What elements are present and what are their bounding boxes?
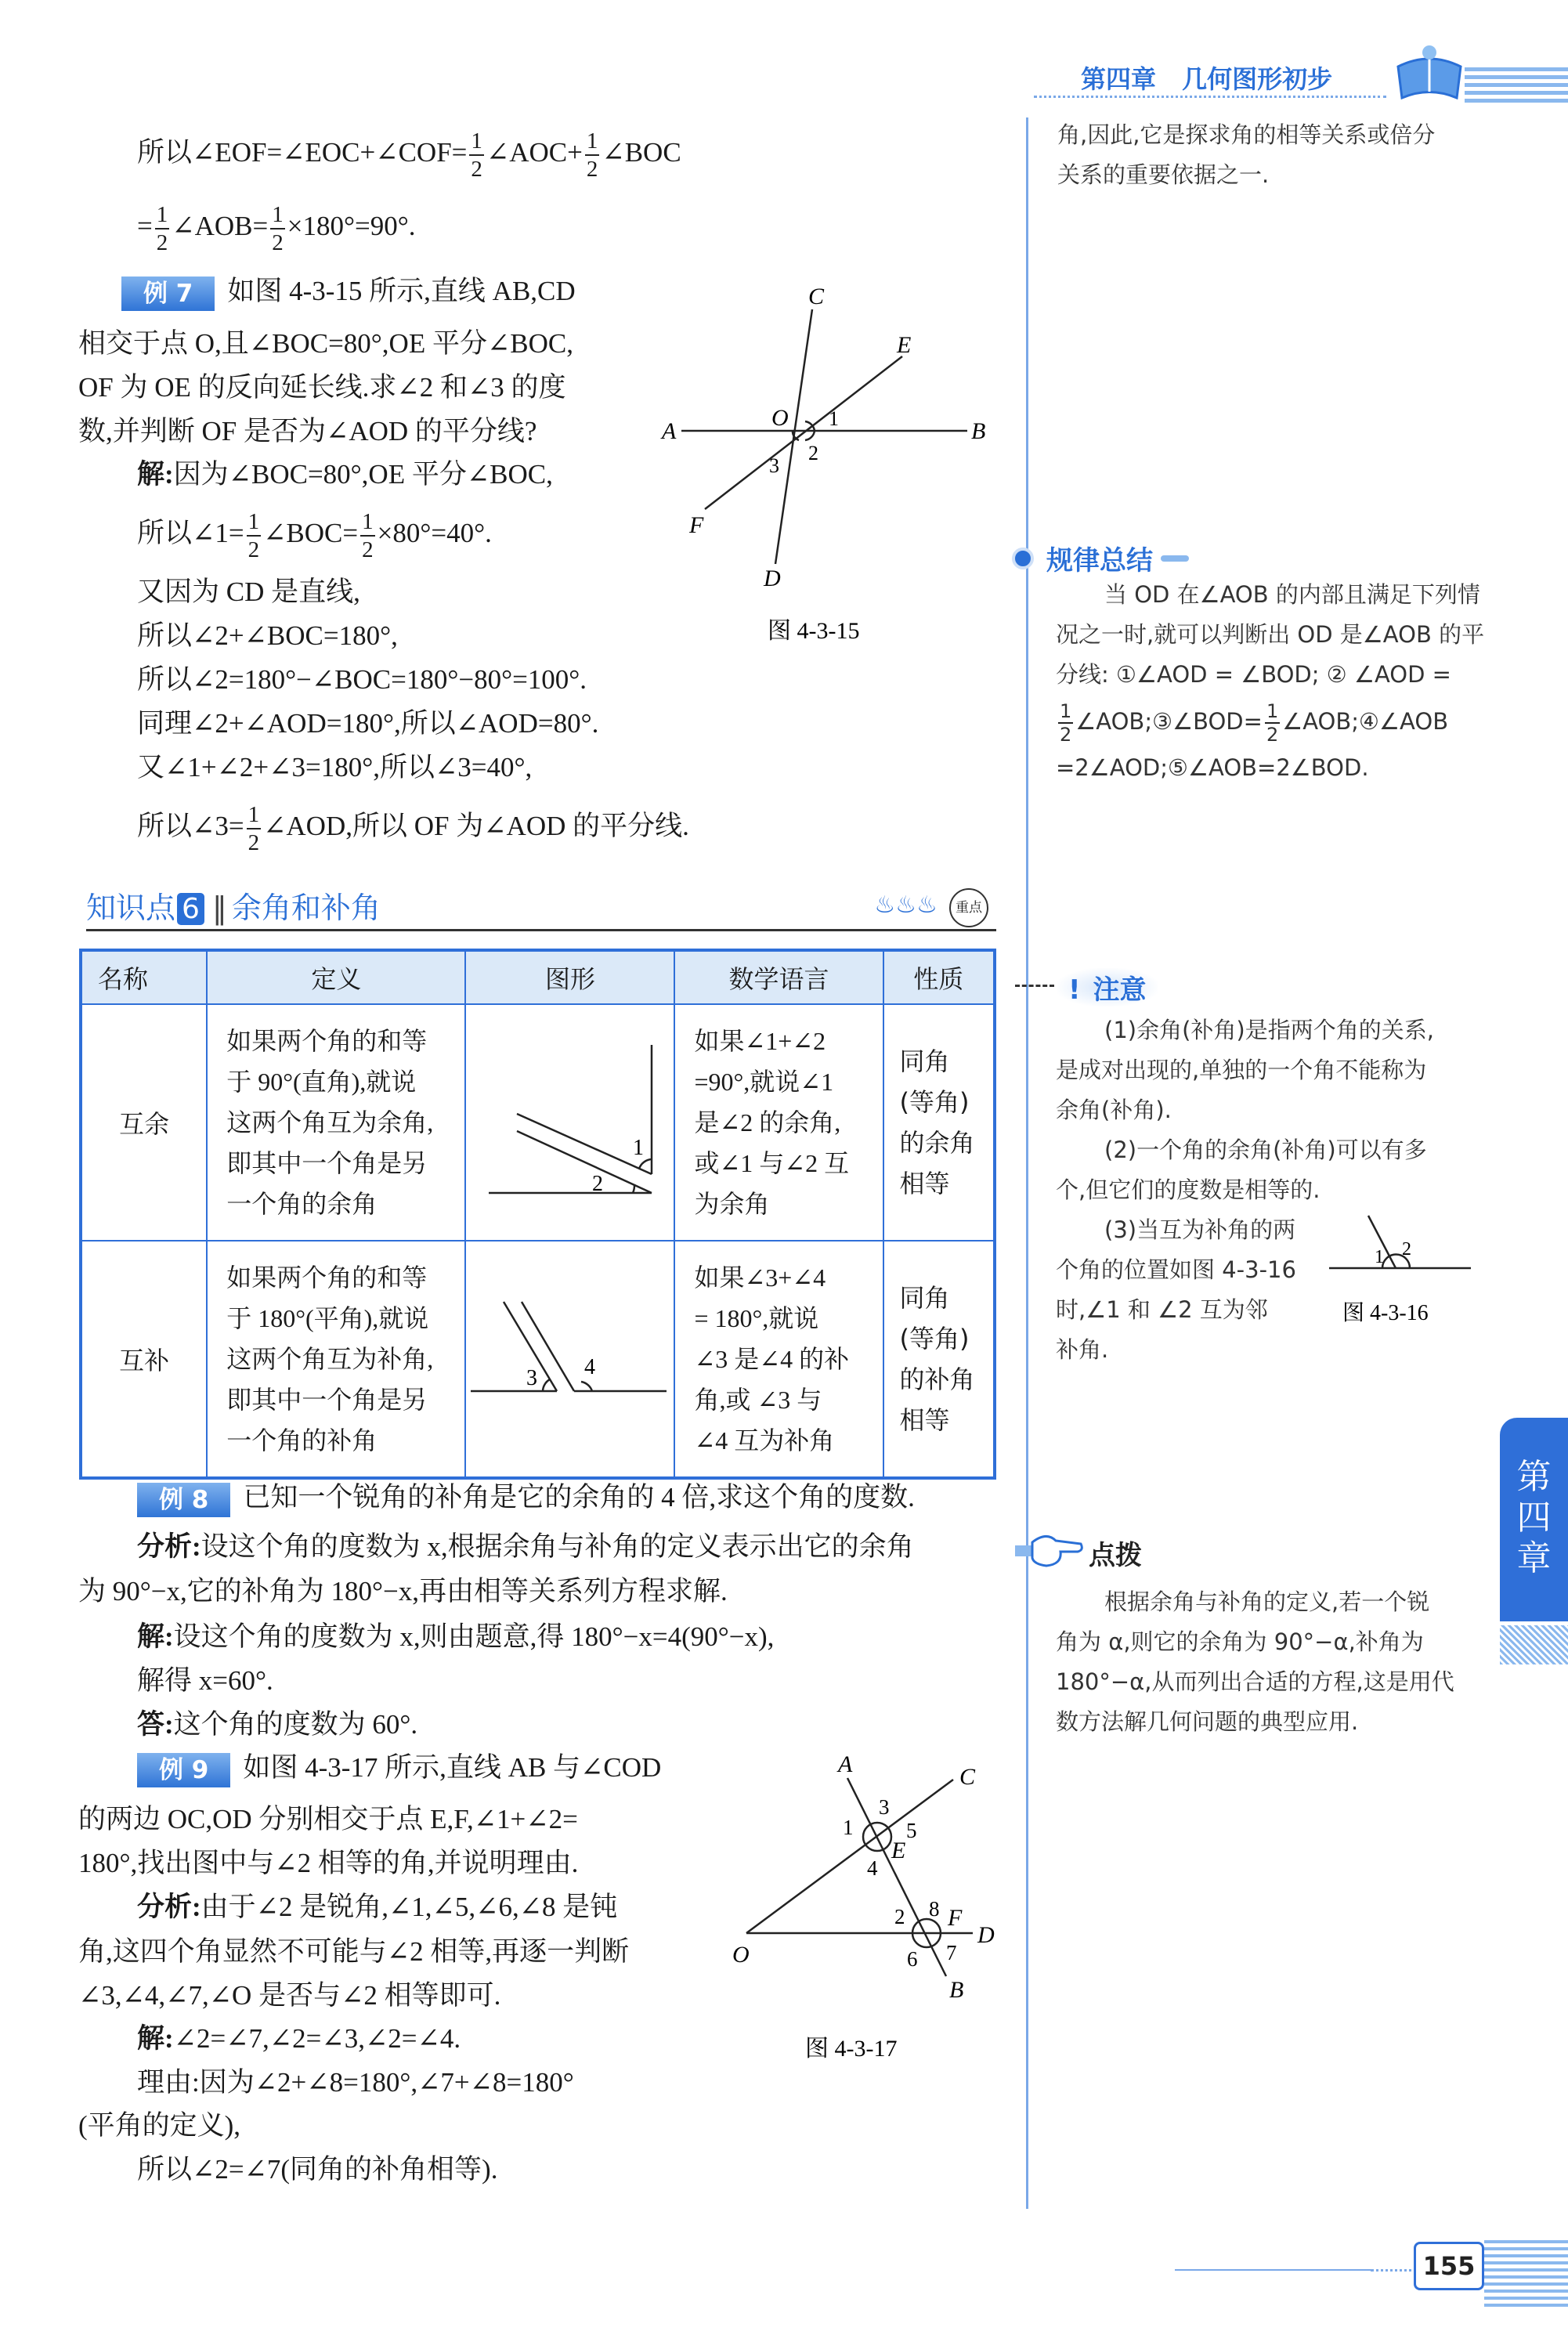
- text-line: [137, 1525, 914, 1569]
- angle-1-label: 1: [843, 1816, 854, 1839]
- knowledge-prefix: 知识点: [86, 891, 176, 925]
- text-segment: 为 90°−x,它的补角为 180°−x,再由相等关系列方程求解.: [78, 1576, 728, 1607]
- angle-1-label: 1: [633, 1136, 645, 1160]
- text-segment: 所以∠2=∠7(同角的补角相等).: [137, 2154, 498, 2185]
- numerator: 1: [360, 508, 375, 537]
- row-property: [883, 1241, 995, 1478]
- angle-8-label: 8: [929, 1897, 940, 1921]
- angle-1-label: 1: [1375, 1247, 1384, 1267]
- math-line: =90°,就说∠1: [694, 1068, 834, 1096]
- property-line: (等角): [899, 1324, 970, 1354]
- text-line: [137, 2148, 497, 2192]
- text-segment: ∠AOB;③∠BOD=: [1075, 708, 1263, 735]
- text-line: [137, 1885, 617, 1929]
- denominator: 2: [247, 829, 260, 855]
- text-segment: ∠AOB;④∠AOB: [1282, 708, 1449, 735]
- example-8-solution: [137, 1615, 774, 1747]
- text-segment: 设这个角的度数为 x,则由题意,得 180°−x=4(90°−x),: [173, 1621, 775, 1652]
- property-line: (等角): [899, 1087, 970, 1117]
- text-segment: 理由:因为∠2+∠8=180°,∠7+∠8=180°: [137, 2067, 574, 2098]
- figure-caption: 图 4-3-16: [1342, 1301, 1429, 1324]
- text-segment: 关系的重要依据之一.: [1057, 161, 1270, 188]
- knowledge-number: 6: [177, 893, 204, 925]
- note-heading: [1057, 968, 1158, 1007]
- pointing-hand-icon: [1015, 1531, 1086, 1574]
- label-c: C: [959, 1764, 976, 1790]
- label-b: B: [971, 418, 986, 444]
- text-line: [1057, 115, 1435, 155]
- text-segment: =2∠AOD;⑤∠AOB=2∠BOD.: [1056, 754, 1369, 781]
- math-line: 是∠2 的余角,: [694, 1108, 841, 1137]
- label-e: E: [891, 1838, 906, 1863]
- header-figure: 图形: [465, 950, 674, 1004]
- example-7-label: 例 7: [121, 276, 215, 311]
- fraction: [247, 801, 262, 856]
- figure-4-3-15: [658, 274, 1003, 642]
- text-segment: 又因为 CD 是直线,: [137, 576, 360, 607]
- angle-7-label: 7: [946, 1941, 957, 1964]
- text-line: [1056, 1622, 1454, 1662]
- numerator: 1: [247, 508, 262, 537]
- math-line: 或∠1 与∠2 互: [694, 1149, 850, 1177]
- fraction: [1058, 700, 1073, 746]
- text-line: [137, 497, 689, 570]
- text-segment: 又∠1+∠2+∠3=180°,所以∠3=40°,: [137, 752, 533, 782]
- text-segment: 数方法解几何问题的典型应用.: [1056, 1708, 1359, 1735]
- note-p3: [1104, 1210, 1295, 1250]
- angle-5-label: 5: [906, 1819, 917, 1842]
- angle-3-label: 3: [769, 454, 779, 477]
- text-segment: 所以∠2=180°−∠BOC=180°−80°=100°.: [137, 664, 587, 695]
- angle-2-label: 2: [592, 1172, 604, 1196]
- note-p2-cont: [1056, 1170, 1320, 1210]
- fraction: [247, 508, 262, 563]
- text-segment: ∠AOB=: [172, 211, 269, 241]
- text-segment: (2)一个角的余角(补角)可以有多: [1104, 1137, 1427, 1163]
- text-segment: ×80°=40°.: [377, 518, 492, 548]
- text-segment: 所以∠2+∠BOC=180°,: [137, 620, 398, 651]
- text-line: [78, 1930, 629, 1974]
- rule-summary-first: [1104, 575, 1480, 615]
- text-line: [137, 116, 681, 190]
- concept-table: [79, 949, 996, 1480]
- label-e: E: [897, 332, 912, 358]
- text-segment: (1)余角(补角)是指两个角的关系,: [1104, 1017, 1434, 1043]
- text-segment: 余角(补角).: [1056, 1097, 1172, 1123]
- header-stripes: [1465, 67, 1568, 107]
- note-p3-cont: [1056, 1250, 1296, 1370]
- chapter-side-tab[interactable]: [1500, 1418, 1568, 1621]
- text-segment: 角,因此,它是探求角的相等关系或倍分: [1057, 121, 1436, 148]
- text-segment: ∠AOD,所以 OF 为∠AOD 的平分线.: [263, 811, 689, 841]
- property-line: 相等: [899, 1405, 950, 1435]
- footer-rule: [1175, 2269, 1371, 2271]
- property-line: 同角: [899, 1283, 950, 1313]
- example-8-first-line: 已知一个锐角的补角是它的余角的 4 倍,求这个角的度数.: [243, 1482, 915, 1513]
- table-header-row: [81, 950, 995, 1004]
- tip-body: [1056, 1622, 1454, 1742]
- header-math-language: 数学语言: [674, 950, 883, 1004]
- tab-char: 第: [1516, 1457, 1552, 1497]
- target-icon: [1012, 548, 1034, 569]
- text-line: [78, 322, 573, 366]
- text-segment: 同理∠2+∠AOD=180°,所以∠AOD=80°.: [137, 708, 599, 739]
- text-line: [78, 410, 573, 454]
- example-9-solution-end: [137, 2148, 497, 2192]
- knowledge-point-header: [86, 884, 996, 931]
- row-math-language: [674, 1004, 883, 1241]
- row-definition: [207, 1241, 465, 1478]
- note-p1-cont: [1056, 1050, 1426, 1130]
- numerator: 1: [469, 128, 484, 156]
- example-9-solution-cont: [78, 2104, 240, 2148]
- text-segment: 所以∠3=: [137, 811, 244, 841]
- definition-line: 如果两个角的和等: [226, 1027, 428, 1055]
- text-line: [78, 1798, 578, 1841]
- text-line: [137, 1659, 774, 1703]
- definition-line: 于 180°(平角),就说: [226, 1304, 429, 1332]
- text-line: [1056, 1170, 1320, 1210]
- denominator: 2: [362, 537, 374, 562]
- line-ef: [705, 356, 902, 509]
- bold-prefix: 答:: [137, 1709, 174, 1740]
- rule-summary-heading: [1012, 539, 1189, 577]
- angle-2-label: 2: [894, 1905, 905, 1928]
- definition-line: 于 90°(直角),就说: [226, 1068, 417, 1096]
- fraction: [1265, 700, 1280, 746]
- fraction: [155, 201, 170, 256]
- text-segment: 相交于点 O,且∠BOC=80°,OE 平分∠BOC,: [78, 328, 574, 359]
- denominator: 2: [1266, 724, 1279, 746]
- page-number: 155: [1414, 2242, 1484, 2290]
- angle-2-label: 2: [1402, 1239, 1411, 1260]
- decor-bar: [1161, 555, 1189, 562]
- figure-caption: 图 4-3-15: [768, 618, 860, 642]
- numerator: 1: [1060, 700, 1072, 722]
- text-line: [137, 570, 689, 614]
- text-line: [1056, 1662, 1454, 1702]
- text-line: [1056, 1250, 1296, 1290]
- text-line: [1056, 615, 1484, 655]
- fraction: [469, 128, 484, 183]
- tab-char: 章: [1516, 1538, 1552, 1578]
- figure-4-3-17: [728, 1739, 1018, 2068]
- text-segment: 的两边 OC,OD 分别相交于点 E,F,∠1+∠2=: [78, 1804, 578, 1834]
- example-9-analysis: [137, 1885, 617, 1929]
- text-line: [1104, 1130, 1427, 1170]
- example-9-analysis-cont: [78, 1930, 629, 2018]
- label-f: F: [948, 1905, 963, 1931]
- text-segment: 个角的位置如图 4-3-16: [1056, 1256, 1296, 1283]
- text-segment: (3)当互为补角的两: [1104, 1216, 1296, 1243]
- text-segment: ∠BOC=: [263, 518, 359, 548]
- text-line: [78, 1570, 728, 1614]
- text-segment: ∠3,∠4,∠7,∠O 是否与∠2 相等即可.: [78, 1980, 501, 2011]
- header-dotted-rule: [1034, 96, 1386, 98]
- example-8-analysis-cont: [78, 1570, 728, 1614]
- row-math-language: [674, 1241, 883, 1478]
- figure-4-3-16: [1324, 1206, 1480, 1324]
- example-9-heading: [137, 1746, 661, 1790]
- tab-char: 四: [1516, 1498, 1552, 1538]
- denominator: 2: [156, 230, 168, 255]
- row-figure: [465, 1241, 674, 1478]
- rule-summary-title: 规律总结: [1046, 545, 1153, 576]
- numerator: 1: [155, 201, 170, 230]
- note-p2: [1104, 1130, 1427, 1170]
- property-line: 相等: [899, 1169, 950, 1198]
- text-line: [1056, 748, 1484, 788]
- angle-6-label: 6: [907, 1947, 918, 1971]
- header-property: 性质: [883, 950, 995, 1004]
- text-line: [1056, 695, 1484, 748]
- text-segment: 角为 α,则它的余角为 90°−α,补角为: [1056, 1628, 1424, 1655]
- text-segment: (平角的定义),: [78, 2110, 241, 2141]
- math-line: 如果∠1+∠2: [694, 1027, 826, 1055]
- math-line: ∠4 互为补角: [694, 1426, 835, 1455]
- property-line: 同角: [899, 1046, 950, 1076]
- angle-3-label: 3: [526, 1366, 538, 1390]
- definition-line: 一个角的余角: [226, 1190, 378, 1218]
- label-d: D: [977, 1922, 995, 1948]
- example-7-problem: [78, 322, 573, 454]
- row-figure: [465, 1004, 674, 1241]
- angle-4-label: 4: [584, 1355, 596, 1379]
- denominator: 2: [272, 230, 284, 255]
- text-line: [1104, 1010, 1434, 1050]
- text-segment: 由于∠2 是锐角,∠1,∠5,∠6,∠8 是钝: [201, 1892, 618, 1922]
- table-row: [81, 1004, 995, 1241]
- complementary-angle-figure: [467, 1006, 672, 1233]
- math-line: 如果∠3+∠4: [694, 1263, 826, 1292]
- text-line: [1056, 655, 1484, 695]
- tip-first: [1104, 1582, 1429, 1622]
- text-line: [137, 614, 689, 658]
- key-point-badge: 重点: [949, 888, 988, 927]
- flame-icons: ♨♨♨: [874, 891, 938, 919]
- row-name: 互补: [81, 1241, 207, 1478]
- row-property: [883, 1004, 995, 1241]
- angle-2-label: 2: [808, 442, 818, 464]
- numerator: 1: [585, 128, 600, 156]
- row-name: 互余: [81, 1004, 207, 1241]
- numerator: 1: [1266, 700, 1279, 722]
- fraction: [270, 201, 285, 256]
- definition-line: 即其中一个角是另: [226, 1386, 428, 1414]
- label-o: O: [732, 1942, 750, 1968]
- angle-4-label: 4: [867, 1856, 878, 1880]
- text-line: [1056, 1290, 1296, 1330]
- text-segment: 分线: ①∠AOD = ∠BOD; ② ∠AOD =: [1056, 661, 1451, 688]
- text-segment: 180°−α,从而列出合适的方程,这是用代: [1056, 1668, 1454, 1695]
- label-o: O: [771, 405, 789, 431]
- example-9-first-line: 如图 4-3-17 所示,直线 AB 与∠COD: [243, 1752, 662, 1783]
- text-segment: 况之一时,就可以判断出 OD 是∠AOB 的平: [1056, 621, 1485, 648]
- text-segment: ×180°=90°.: [287, 211, 416, 241]
- text-segment: 根据余角与补角的定义,若一个锐: [1104, 1588, 1430, 1615]
- definition-line: 这两个角互为补角,: [226, 1345, 434, 1373]
- text-line: [137, 1703, 774, 1747]
- fraction: [585, 128, 600, 183]
- example-8-heading: [137, 1476, 915, 1520]
- text-segment: ∠AOC+: [486, 137, 583, 168]
- text-line: [137, 746, 689, 790]
- example-9-label: 例 9: [137, 1753, 230, 1787]
- text-segment: ∠2=∠7,∠2=∠3,∠2=∠4.: [173, 2023, 461, 2054]
- text-segment: 180°,找出图中与∠2 相等的角,并说明理由.: [78, 1848, 579, 1878]
- exclamation-icon: !: [1068, 974, 1081, 1006]
- label-a: A: [838, 1751, 853, 1777]
- column-divider: [1026, 117, 1028, 2209]
- bold-prefix: 解:: [137, 1621, 174, 1652]
- math-line: ∠3 是∠4 的补: [694, 1345, 850, 1373]
- text-segment: 设这个角的度数为 x,根据余角与补角的定义表示出它的余角: [201, 1531, 914, 1562]
- property-line: 的余角: [899, 1128, 975, 1158]
- text-line: [1104, 1210, 1295, 1250]
- numerator: 1: [247, 801, 262, 829]
- definition-line: 一个角的补角: [226, 1426, 378, 1455]
- text-segment: 数,并判断 OF 是否为∠AOD 的平分线?: [78, 416, 537, 446]
- denominator: 2: [586, 156, 598, 182]
- text-line: [137, 2017, 574, 2061]
- numerator: 1: [270, 201, 285, 230]
- text-segment: OF 为 OE 的反向延长线.求∠2 和∠3 的度: [78, 372, 566, 403]
- text-line: [1104, 575, 1480, 615]
- knowledge-title: 余角和补角: [231, 891, 381, 925]
- angle-3-label: 3: [879, 1795, 890, 1819]
- table-row: [81, 1241, 995, 1478]
- example-7-heading: [121, 269, 576, 313]
- text-segment: =: [137, 211, 153, 241]
- label-b: B: [949, 1977, 964, 2003]
- text-line: [137, 702, 689, 746]
- text-segment: 所以∠1=: [137, 518, 244, 548]
- footer-stripes: [1484, 2240, 1568, 2311]
- text-line: [1056, 1050, 1426, 1090]
- tip-heading: [1015, 1531, 1142, 1574]
- text-segment: 补角.: [1056, 1336, 1109, 1363]
- tip-title: 点拨: [1089, 1540, 1142, 1571]
- math-line: = 180°,就说: [694, 1304, 819, 1332]
- rule-summary-body: [1056, 615, 1484, 788]
- angle-1-label: 1: [829, 407, 839, 430]
- definition-line: 这两个角互为余角,: [226, 1108, 434, 1137]
- text-line: [78, 366, 573, 410]
- text-segment: 所以∠EOF=∠EOC+∠COF=: [137, 137, 468, 168]
- bold-prefix: 分析:: [137, 1892, 201, 1922]
- example-8-label: 例 8: [137, 1483, 230, 1517]
- derivation-top: [137, 116, 681, 263]
- text-segment: 因为∠BOC=80°,OE 平分∠BOC,: [173, 459, 553, 490]
- divider-mark: ‖: [211, 891, 227, 925]
- example-7-first-line: 如图 4-3-15 所示,直线 AB,CD: [227, 276, 576, 306]
- example-8-analysis: [137, 1525, 914, 1569]
- note-title: 注意: [1093, 974, 1147, 1006]
- text-segment: 时,∠1 和 ∠2 互为邻: [1056, 1296, 1268, 1323]
- text-line: [78, 1841, 578, 1885]
- fraction: [360, 508, 375, 563]
- header-name: 名称: [81, 950, 207, 1004]
- note-connector: [1015, 985, 1054, 987]
- chapter-label: 第四章: [1081, 64, 1157, 94]
- label-a: A: [662, 418, 677, 444]
- book-logo-icon: [1394, 43, 1465, 106]
- chapter-header: [1081, 60, 1332, 96]
- example-9-problem: [78, 1798, 578, 1885]
- figure-caption: 图 4-3-17: [805, 2036, 898, 2062]
- supplementary-angle-figure: [467, 1242, 672, 1469]
- text-segment: 当 OD 在∠AOB 的内部且满足下列情: [1104, 581, 1480, 608]
- text-line: [1056, 1090, 1426, 1130]
- text-line: [1056, 1330, 1296, 1370]
- sidebar-continued: [1057, 115, 1435, 195]
- example-9-solution: [137, 2017, 574, 2105]
- text-segment: 角,这四个角显然不可能与∠2 相等,再逐一判断: [78, 1936, 630, 1967]
- definition-line: 即其中一个角是另: [226, 1149, 428, 1177]
- note-p1: [1104, 1010, 1434, 1050]
- bold-prefix: 解:: [137, 2023, 174, 2054]
- label-f: F: [689, 512, 704, 538]
- text-line: [78, 2104, 240, 2148]
- text-line: [137, 1615, 774, 1659]
- text-line: [1057, 155, 1435, 195]
- footer-dotted: [1371, 2269, 1418, 2272]
- example-7-solution: [137, 453, 689, 863]
- property-line: 的补角: [899, 1364, 975, 1394]
- text-segment: 这个角的度数为 60°.: [173, 1709, 418, 1740]
- text-segment: 解得 x=60°.: [137, 1665, 273, 1696]
- angle-arc: [805, 431, 815, 440]
- definition-line: 如果两个角的和等: [226, 1263, 428, 1292]
- text-line: [137, 790, 689, 863]
- text-line: [137, 2061, 574, 2105]
- text-line: [137, 453, 689, 497]
- denominator: 2: [471, 156, 482, 182]
- label-d: D: [764, 566, 781, 591]
- row-definition: [207, 1004, 465, 1241]
- text-line: [137, 190, 681, 263]
- tab-hatching: [1500, 1625, 1568, 1664]
- denominator: 2: [1060, 724, 1072, 746]
- chapter-title: 几何图形初步: [1182, 64, 1333, 94]
- text-line: [1056, 1702, 1454, 1742]
- bold-prefix: 解:: [137, 459, 174, 490]
- math-line: 为余角: [694, 1190, 770, 1218]
- text-line: [1104, 1582, 1429, 1622]
- denominator: 2: [247, 537, 260, 562]
- text-segment: ∠BOC: [602, 137, 681, 168]
- text-segment: 是成对出现的,单独的一个角不能称为: [1056, 1057, 1427, 1083]
- math-line: 角,或 ∠3 与: [694, 1386, 822, 1414]
- bold-prefix: 分析:: [137, 1531, 201, 1562]
- text-segment: 个,但它们的度数是相等的.: [1056, 1176, 1321, 1203]
- text-line: [137, 658, 689, 702]
- text-line: [78, 1974, 629, 2018]
- header-definition: 定义: [207, 950, 465, 1004]
- label-c: C: [808, 284, 825, 309]
